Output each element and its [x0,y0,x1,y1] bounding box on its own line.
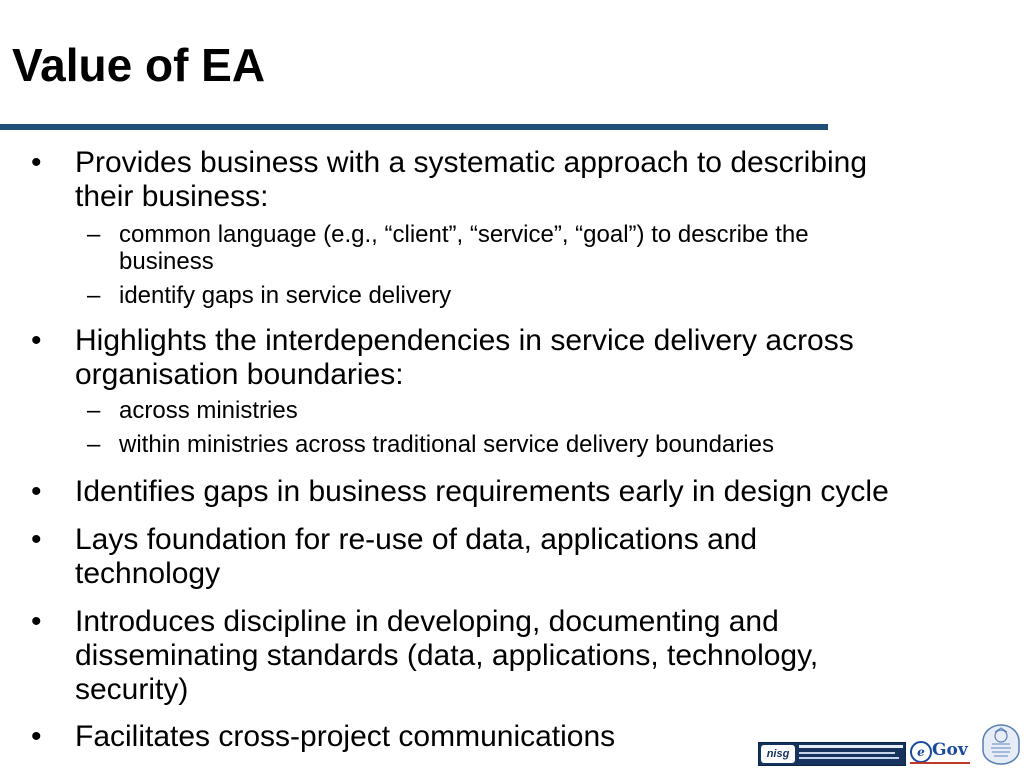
sub-bullet-line: business [119,248,214,275]
bullet-marker: • [31,720,42,753]
sub-bullet-marker: – [87,431,101,458]
bullet-marker: • [31,146,42,179]
sub-bullet-text [119,397,979,424]
bullet-line: Provides business with a systematic approach to describing [75,146,868,179]
national-emblem-icon [980,722,1022,766]
nisg-logo-icon [758,742,906,766]
bullet-marker: • [31,475,42,508]
bullet-line: Identifies gaps in business requirements early in design cycle [75,475,889,508]
egov-wordmark: Gov [932,740,968,760]
bullet-line: Introduces discipline in developing, documenting and [75,605,779,638]
bullet-line: technology [75,557,221,590]
sub-bullet-line: across ministries [119,397,298,424]
bullet-text [75,146,1005,214]
bullet-text [75,605,1005,707]
egov-underline [910,762,970,764]
egov-logo-icon [910,740,972,766]
bullet-marker: • [31,523,42,556]
sub-bullet-text [119,431,979,458]
sub-bullet-text [119,282,979,309]
sub-bullet-marker: – [87,397,101,424]
bullet-line: organisation boundaries: [75,358,404,391]
footer-logos [758,718,1024,768]
bullet-line: security) [75,673,189,706]
nisg-tagline-bar [799,757,899,759]
bullet-text [75,475,1005,509]
sub-bullet-text [119,221,979,275]
sub-bullet-line: common language (e.g., “client”, “service”, “goal”) to describe the [119,221,809,248]
bullet-marker: • [31,324,42,357]
sub-bullet-line: identify gaps in service delivery [119,282,452,309]
nisg-tagline-bar [799,752,895,754]
bullet-line: their business: [75,180,269,213]
sub-bullet-marker: – [87,282,101,309]
sub-bullet-line: within ministries across traditional service delivery boundaries [119,431,774,458]
bullet-text [75,324,1005,392]
bullet-line: Highlights the interdependencies in service delivery across [75,324,854,357]
egov-e-mark: e [910,741,932,763]
bullet-line: disseminating standards (data, applications, technology, [75,639,819,672]
bullet-marker: • [31,605,42,638]
sub-bullet-marker: – [87,221,101,248]
slide-title: Value of EA [12,39,266,91]
bullet-line: Facilitates cross-project communications [75,720,616,753]
bullet-line: Lays foundation for re-use of data, applications and [75,523,758,556]
nisg-tagline-bar [799,745,903,748]
bullet-text [75,523,1005,591]
title-underline-rule [0,124,828,130]
nisg-mark: nisg [761,745,795,763]
